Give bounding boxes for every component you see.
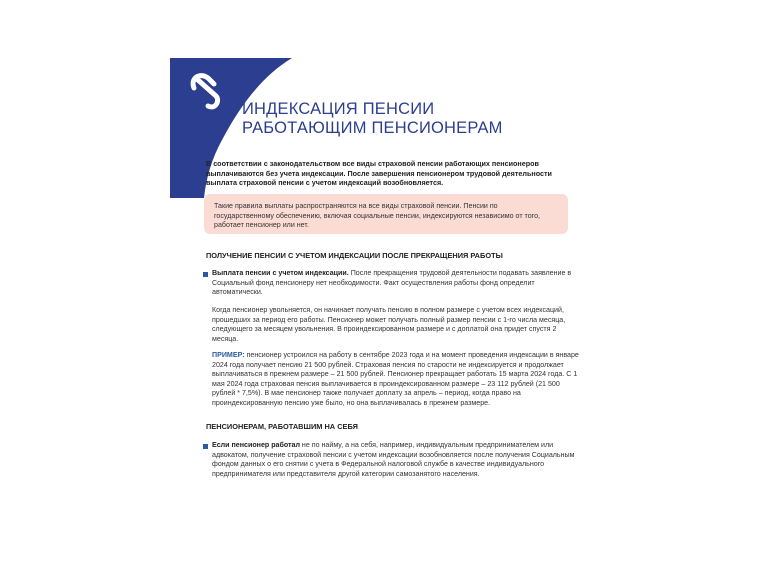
callout-text: Такие правила выплаты распространяются на все виды страховой пенсии. Пенсии по государственному обеспечению, включая социальные пенсии, индексируются независимо от того, работает пенсионер или нет. [214,202,541,230]
callout-box [204,194,568,234]
title-line-1: ИНДЕКСАЦИЯ ПЕНСИИ [242,100,435,118]
paragraph-dismissal: Когда пенсионер увольняется, он начинает получать пенсию в полном размере с учетом всех индексаций, прошедших за период его работы. Пенсионер может получать полный размер пенсии с 1-го числа месяца, следующего за месяцем увольнения. В проиндексированном размере и с доплатой она придет спустя 2 месяца. [212,306,566,343]
example-paragraph [212,351,580,409]
title-line-2: РАБОТАЮЩИМ ПЕНСИОНЕРАМ [242,119,503,137]
example-text: пенсионер устроился на работу в сентябре 2023 года и на момент проведения индексации в январе 2024 года получает пенсию 21 500 рублей. Страховая пенсия по старости не индексируется и продолжает выплачиваться в прежнем размере – 21 500 рублей. Пенсионер прекращает работать 15 марта 2024 года. С 1 мая 2024 года страховая пенсия выплачивается в проиндексированном размере – 23 112 рублей (21 500 рублей * 7,5%). В мае пенсионер также получает доплату за апрель – период, когда право на проиндексированную пенсию уже было, но она выплачивалась в прежнем размере. [212,351,579,407]
section-heading-1: ПОЛУЧЕНИЕ ПЕНСИИ С УЧЕТОМ ИНДЕКСАЦИИ ПОСЛЕ ПРЕКРАЩЕНИЯ РАБОТЫ [206,251,503,260]
bullet-marker-1 [203,272,208,277]
section-heading-2: ПЕНСИОНЕРАМ, РАБОТАВШИМ НА СЕБЯ [206,422,358,431]
bullet-bold-2: Если пенсионер работал [212,441,300,449]
bullet-bold-1: Выплата пенсии с учетом индексации. [212,269,349,277]
page-title [242,100,503,138]
intro-paragraph: В соответствии с законодательством все виды страховой пенсии работающих пенсионеров выплачиваются без учета индексации. После завершения пенсионером трудовой деятельности выплата страховой пенсии с учетом индексаций возобновляется. [206,159,552,188]
bullet-text-1: После прекращения трудовой деятельности подавать заявление в Социальный фонд пенсионеру нет необходимости. Факт осуществления работы фонд определит автоматически. [212,269,572,297]
bullet-text-2: не по найму, а на себя, например, индивидуальным предпринимателем или адвокатом, получение страховой пенсии с учетом индексации возобновляется после получения Социальным фондом данных о его снятии с учета в Федеральной налоговой службе в качестве индивидуального предпринимателя или представителя другой категории самозанятого населения. [212,441,575,478]
example-label: ПРИМЕР: [212,351,245,359]
bullet-paragraph-2 [212,441,580,479]
bullet-marker-2 [203,444,208,449]
document-page [170,58,590,570]
bullet-paragraph-1 [212,269,580,298]
